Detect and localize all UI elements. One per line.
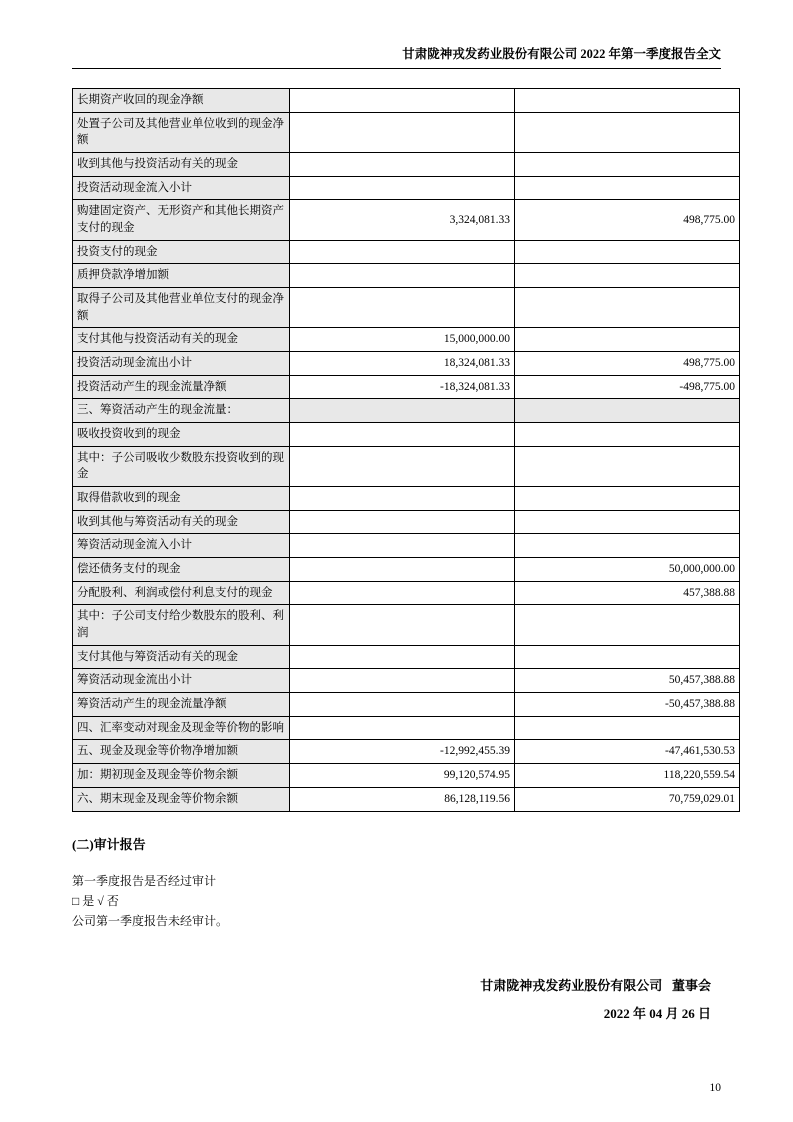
table-row: [73, 375, 740, 399]
row-label: 质押贷款净增加额: [73, 264, 290, 288]
row-value-current: -18,324,081.33: [290, 375, 515, 399]
row-value-current: [290, 112, 515, 152]
row-value-current: 15,000,000.00: [290, 328, 515, 352]
header-title: 甘肃陇神戎发药业股份有限公司 2022 年第一季度报告全文: [402, 47, 721, 61]
row-label: 其中：子公司支付给少数股东的股利、利润: [73, 605, 290, 645]
row-value-prior: [515, 605, 740, 645]
signature-block: [72, 972, 713, 1029]
row-value-prior: [515, 423, 740, 447]
row-value-current: [290, 176, 515, 200]
table-row: [73, 399, 740, 423]
row-value-prior: 70,759,029.01: [515, 787, 740, 811]
row-label: 投资活动产生的现金流量净额: [73, 375, 290, 399]
signature-company: 甘肃陇神戎发药业股份有限公司: [480, 977, 663, 993]
signature-company-line: [72, 972, 711, 1001]
table-row: [73, 558, 740, 582]
row-label: 加：期初现金及现金等价物余额: [73, 764, 290, 788]
signature-date: 2022 年 04 月 26 日: [603, 1006, 711, 1022]
row-value-current: [290, 153, 515, 177]
row-value-current: [290, 399, 515, 423]
row-label: 购建固定资产、无形资产和其他长期资产支付的现金: [73, 200, 290, 240]
row-value-prior: 118,220,559.54: [515, 764, 740, 788]
row-label: 长期资产收回的现金净额: [73, 89, 290, 113]
row-label: 收到其他与投资活动有关的现金: [73, 153, 290, 177]
table-row: [73, 487, 740, 511]
row-value-prior: [515, 240, 740, 264]
row-label: 投资活动现金流出小计: [73, 352, 290, 376]
row-value-prior: [515, 534, 740, 558]
table-row: [73, 112, 740, 152]
row-value-prior: -47,461,530.53: [515, 740, 740, 764]
row-value-current: [290, 446, 515, 486]
row-value-prior: [515, 112, 740, 152]
row-label: 六、期末现金及现金等价物余额: [73, 787, 290, 811]
row-label: 筹资活动产生的现金流量净额: [73, 693, 290, 717]
table-row: [73, 352, 740, 376]
row-label: 三、筹资活动产生的现金流量：: [73, 399, 290, 423]
row-value-current: [290, 487, 515, 511]
row-label: 筹资活动现金流出小计: [73, 669, 290, 693]
row-value-current: 18,324,081.33: [290, 352, 515, 376]
table-row: [73, 446, 740, 486]
row-value-prior: [515, 645, 740, 669]
table-row: [73, 581, 740, 605]
row-value-prior: [515, 176, 740, 200]
row-label: 支付其他与投资活动有关的现金: [73, 328, 290, 352]
row-label: 分配股利、利润或偿付利息支付的现金: [73, 581, 290, 605]
row-value-prior: -498,775.00: [515, 375, 740, 399]
row-value-prior: [515, 399, 740, 423]
table-row: [73, 605, 740, 645]
row-value-current: [290, 716, 515, 740]
row-value-prior: [515, 716, 740, 740]
row-value-current: [290, 264, 515, 288]
page-content: [72, 88, 735, 1029]
row-label: 其中：子公司吸收少数股东投资收到的现金: [73, 446, 290, 486]
row-value-current: [290, 693, 515, 717]
row-value-prior: [515, 264, 740, 288]
row-label: 四、汇率变动对现金及现金等价物的影响: [73, 716, 290, 740]
table-row: [73, 89, 740, 113]
audit-paragraph: [72, 871, 713, 932]
table-row: [73, 240, 740, 264]
row-label: 处置子公司及其他营业单位收到的现金净额: [73, 112, 290, 152]
table-row: [73, 176, 740, 200]
table-row: [73, 534, 740, 558]
table-row: [73, 328, 740, 352]
row-label: 五、现金及现金等价物净增加额: [73, 740, 290, 764]
cash-flow-table-body: [73, 89, 740, 812]
table-row: [73, 669, 740, 693]
row-label: 投资支付的现金: [73, 240, 290, 264]
row-value-current: 86,128,119.56: [290, 787, 515, 811]
row-value-current: [290, 423, 515, 447]
row-value-current: [290, 534, 515, 558]
table-row: [73, 787, 740, 811]
signature-board: 董事会: [671, 977, 711, 993]
row-value-current: 3,324,081.33: [290, 200, 515, 240]
row-label: 吸收投资收到的现金: [73, 423, 290, 447]
row-label: 支付其他与筹资活动有关的现金: [73, 645, 290, 669]
row-value-current: [290, 89, 515, 113]
table-row: [73, 740, 740, 764]
table-row: [73, 264, 740, 288]
row-value-prior: [515, 487, 740, 511]
row-value-prior: -50,457,388.88: [515, 693, 740, 717]
table-row: [73, 645, 740, 669]
audit-options: □ 是 √ 否: [72, 893, 119, 908]
audit-question: 第一季度报告是否经过审计: [72, 873, 217, 888]
row-value-prior: [515, 288, 740, 328]
table-row: [73, 764, 740, 788]
row-value-prior: 50,000,000.00: [515, 558, 740, 582]
row-value-current: [290, 581, 515, 605]
table-row: [73, 200, 740, 240]
table-row: [73, 510, 740, 534]
table-row: [73, 288, 740, 328]
page-header: [72, 44, 721, 62]
row-value-current: 99,120,574.95: [290, 764, 515, 788]
row-label: 取得子公司及其他营业单位支付的现金净额: [73, 288, 290, 328]
row-value-prior: [515, 446, 740, 486]
table-row: [73, 716, 740, 740]
cash-flow-statement-table: [72, 88, 740, 812]
row-value-prior: [515, 153, 740, 177]
row-value-prior: [515, 89, 740, 113]
row-value-current: [290, 645, 515, 669]
row-value-prior: [515, 328, 740, 352]
row-value-prior: 50,457,388.88: [515, 669, 740, 693]
row-value-prior: 498,775.00: [515, 200, 740, 240]
row-label: 偿还债务支付的现金: [73, 558, 290, 582]
row-value-current: [290, 240, 515, 264]
row-label: 取得借款收到的现金: [73, 487, 290, 511]
row-value-prior: 457,388.88: [515, 581, 740, 605]
table-row: [73, 693, 740, 717]
row-label: 筹资活动现金流入小计: [73, 534, 290, 558]
row-value-current: [290, 510, 515, 534]
row-label: 投资活动现金流入小计: [73, 176, 290, 200]
audit-statement: 公司第一季度报告未经审计。: [72, 914, 229, 929]
row-value-current: -12,992,455.39: [290, 740, 515, 764]
table-row: [73, 423, 740, 447]
header-divider: [72, 68, 721, 69]
row-value-prior: [515, 510, 740, 534]
table-row: [73, 153, 740, 177]
row-value-current: [290, 669, 515, 693]
row-value-current: [290, 605, 515, 645]
audit-report-heading: (二)审计报告: [72, 836, 146, 852]
row-value-current: [290, 288, 515, 328]
row-label: 收到其他与筹资活动有关的现金: [73, 510, 290, 534]
page-number: 10: [709, 1082, 721, 1094]
row-value-prior: 498,775.00: [515, 352, 740, 376]
row-value-current: [290, 558, 515, 582]
